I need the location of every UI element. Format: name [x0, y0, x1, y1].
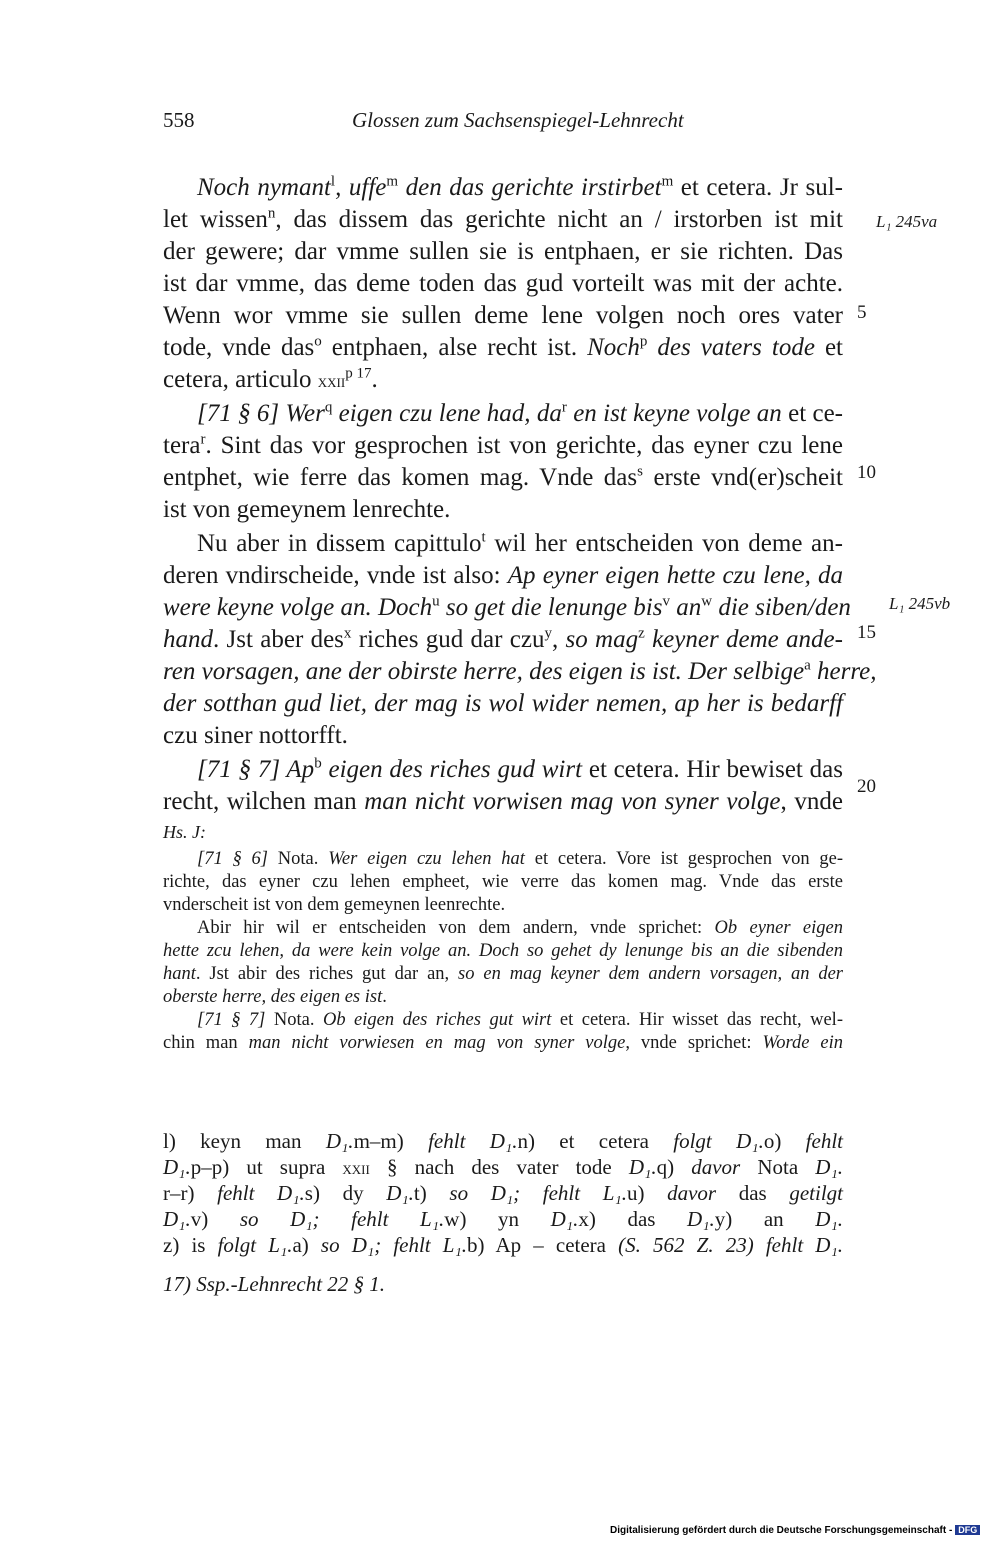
line-number: 5	[857, 302, 867, 323]
text-line: ist dar vmme, das deme toden das gud vorteilt was mit der achte.	[163, 270, 843, 297]
text-line: Nu aber in dissem capittulo$^t$ wil her entscheiden von deme an-	[197, 529, 843, 557]
apparatus-line: z) is folgt L₁.a) so D₁; fehlt L₁.b) Ap – cetera (S. 562 Z. 23) fehlt D₁.	[163, 1233, 843, 1257]
note-line: chin man man nicht vorwiesen en mag von syner volge, vnde sprichet: Worde ein	[163, 1033, 843, 1053]
line-number: 15	[857, 622, 876, 643]
note-line: hant. Jst abir des riches gut dar an, so en mag keyner dem andern vorsagen, an der	[163, 964, 843, 984]
text-line: Noch nymant$^l$, uffe$^m$ den das gerichte irstirbet$^m$ et cetera. Jr sul-	[197, 173, 843, 201]
margin-note-folio: L₁ 245vb	[889, 594, 951, 613]
footnote-17: 17) Ssp.-Lehnrecht 22 § 1.	[163, 1272, 386, 1296]
text-line: der sotthan gud liet, der mag is wol wider nemen, ap her is bedarff	[163, 690, 843, 717]
text-line: ist von gemeynem lenrechte.	[163, 496, 451, 523]
apparatus-line: D₁.v) so D₁; fehlt L₁.w) yn D₁.x) das D₁.y) an D₁.	[163, 1207, 843, 1231]
note-line: [71 § 6] Nota. Wer eigen czu lehen hat et cetera. Vore ist gesprochen von ge-	[197, 849, 843, 869]
line-number: 10	[857, 462, 876, 483]
note-line: richte, das eyner czu lehen empheet, wie verre das komen mag. Vnde das erste	[163, 872, 843, 892]
note-line: hette zcu lehen, da were kein volge an. Doch so gehet dy lenunge bis an die sibenden	[163, 941, 843, 961]
text-line: der gewere; dar vmme sullen sie is entphaen, er sie richten. Das	[163, 238, 843, 265]
line-number: 20	[857, 776, 876, 797]
note-line: Abir hir wil er entscheiden von dem andern, vnde sprichet: Ob eyner eigen	[197, 918, 843, 938]
apparatus-line: l) keyn man D₁.m–m) fehlt D₁.n) et cetera folgt D₁.o) fehlt	[163, 1129, 843, 1153]
text-line: [71 § 6] Wer$^q$ eigen czu lene had, $da^r$ en ist keyne volge an et ce-	[197, 399, 844, 427]
page-number: 558	[163, 108, 195, 132]
margin-note-folio: L₁ 245va	[876, 212, 938, 231]
apparatus-line: r–r) fehlt D₁.s) dy D₁.t) so D₁; fehlt L₁.u) davor das getilgt	[163, 1181, 844, 1205]
text-line: [71 § 7] Ap$^b$ eigen des riches gud wirt et cetera. Hir bewiset das	[197, 755, 844, 783]
text-line: cetera, articulo xxii$^{p 17}$.	[163, 365, 378, 393]
note-line: oberste herre, des eigen es ist.	[163, 987, 387, 1007]
digitization-credit: Digitalisierung gefördert durch die Deutsche Forschungsgemeinschaft - DFG	[610, 1525, 980, 1536]
running-title: Glossen zum Sachsenspiegel-Lehnrecht	[352, 108, 684, 132]
text-line: ren vorsagen, ane der obirste herre, des eigen is ist. Der selbige$^a$ herre,	[163, 657, 877, 685]
text-line: recht, wilchen man man nicht vorwisen mag von syner volge, vnde	[163, 788, 843, 815]
text-line: Wenn wor vmme sie sullen deme lene volgen noch ores vater	[163, 302, 843, 329]
text-line: tera$^r$. Sint das vor gesprochen ist von gerichte, das eyner czu lene	[163, 431, 843, 459]
note-line: [71 § 7] Nota. Ob eigen des riches gut wirt et cetera. Hir wisset das recht, wel-	[197, 1010, 843, 1030]
text-line: entphet, wie ferre das komen mag. Vnde das$^s$ erste vnd(er)scheit	[163, 463, 844, 491]
dfg-logo-icon: DFG	[955, 1525, 980, 1535]
text-line: let wissen$^n$, das dissem das gerichte nicht an / irstorben ist mit	[163, 205, 843, 233]
text-line: czu siner nottorfft.	[163, 722, 348, 749]
text-line: deren vndirscheide, vnde ist also: Ap eyner eigen hette czu lene, da	[163, 562, 844, 589]
text-line: hand. Jst aber des$^x$ riches gud dar czu$^y$, so mag$^z$ keyner deme ande-	[163, 625, 843, 653]
manuscript-label: Hs. J:	[163, 822, 206, 842]
text-line: were keyne volge an. Doch$^u$ so get die lenunge bis$^v$ $an^w$ die siben/den	[163, 593, 851, 621]
apparatus-line: D₁.p–p) ut supra xxii § nach des vater tode D₁.q) davor Nota D₁.	[163, 1155, 843, 1179]
text-line: tode, vnde das$^o$ entphaen, alse recht ist. Noch$^p$ des vaters tode et	[163, 333, 844, 361]
note-line: vnderscheit ist von dem gemeynen leenrechte.	[163, 895, 506, 915]
